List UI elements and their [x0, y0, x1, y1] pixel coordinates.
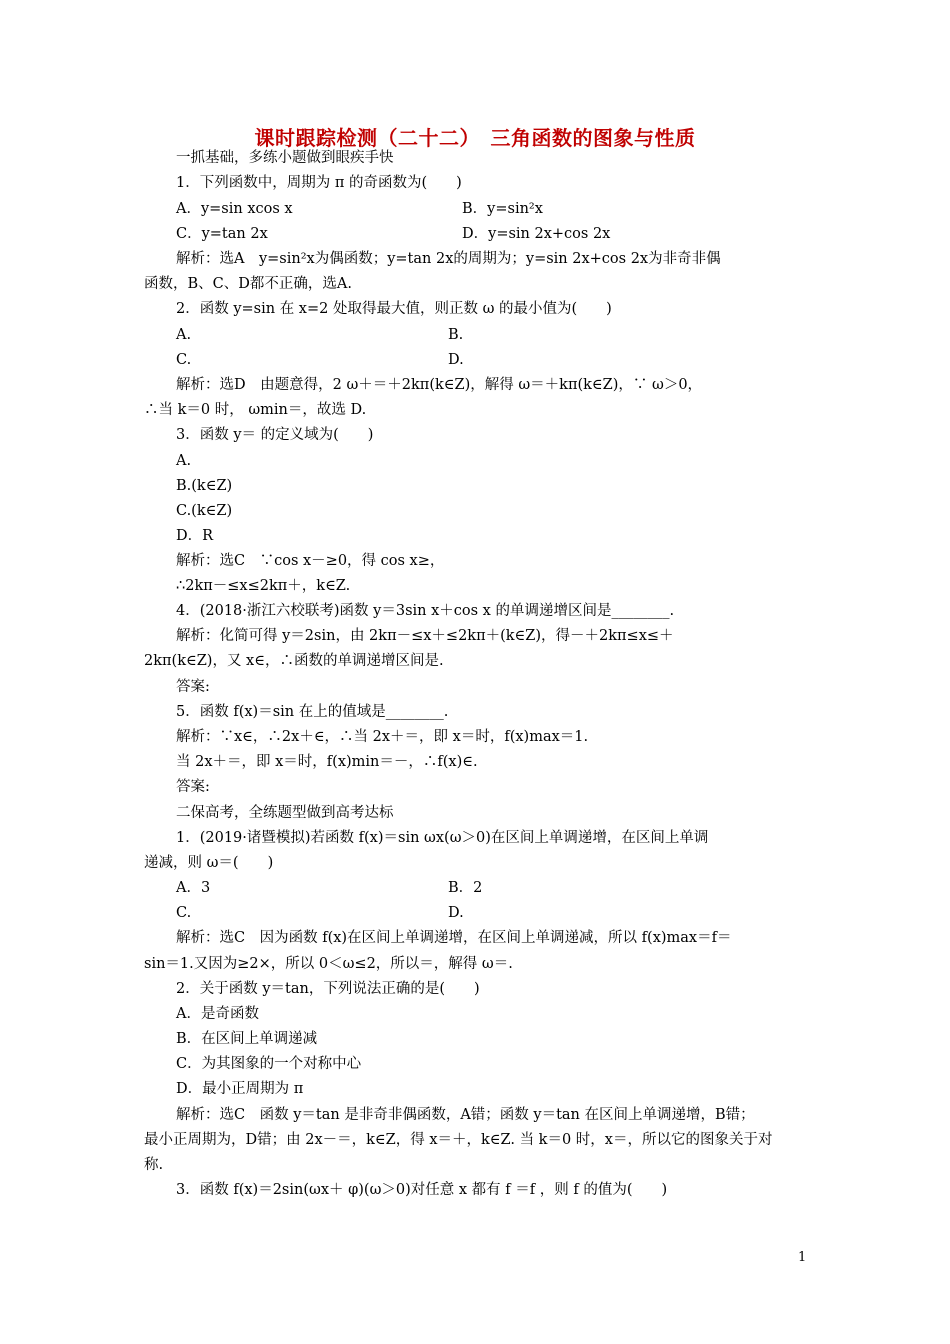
question-2-stem: 2．函数 y=sin 在 x=2 处取得最大值，则正数 ω 的最小值为( ): [176, 301, 612, 317]
option-b: B．2: [448, 880, 483, 896]
answer-label: 答案:: [176, 779, 210, 795]
option-a: A．是奇函数: [176, 1006, 259, 1022]
solution-line: ∴当 k＝0 时， ωmin＝，故选 D.: [144, 402, 367, 418]
option-a: A.: [176, 327, 192, 343]
option-c: C．为其图象的一个对称中心: [176, 1056, 362, 1072]
option-d: D.: [448, 905, 464, 921]
solution-line: 解析：选C ∵cos x－≥0，得 cos x≥，: [176, 553, 445, 569]
option-c: C.: [176, 905, 192, 921]
option-d: D．R: [176, 528, 214, 544]
solution-line: 解析：∵x∈，∴2x＋∈，∴当 2x＋＝，即 x＝时，f(x)max＝1.: [176, 729, 589, 745]
solution-line: 函数，B、C、D都不正确，选A.: [144, 276, 352, 292]
option-d: D.: [448, 352, 464, 368]
solution-line: 解析：选C 因为函数 f(x)在区间上单调递增，在区间上单调递减，所以 f(x)max＝f＝: [176, 930, 732, 946]
solution-line: 称.: [144, 1157, 164, 1173]
solution-line: 解析：选A y=sin²x为偶函数；y=tan 2x的周期为；y=sin 2x+cos 2x为非奇非偶: [176, 251, 721, 267]
option-a: A．y=sin xcos x: [176, 201, 293, 217]
option-b: B.: [448, 327, 464, 343]
question-3-stem: 3．函数 y＝ 的定义域为( ): [176, 427, 374, 443]
question-1-stem: 1．(2019·诸暨模拟)若函数 f(x)＝sin ωx(ω＞0)在区间上单调递增，在区间上单调: [176, 830, 709, 846]
option-c: C.: [176, 352, 192, 368]
question-3-stem: 3．函数 f(x)＝2sin(ωx＋ φ)(ω＞0)对任意 x 都有 f ＝f ，则 f 的值为( ): [176, 1182, 668, 1198]
solution-line: 解析：化简可得 y＝2sin，由 2kπ－≤x＋≤2kπ＋(k∈Z)，得－＋2kπ≤x≤＋: [176, 628, 674, 644]
question-5-stem: 5．函数 f(x)＝sin 在上的值域是________.: [176, 704, 449, 720]
option-c: C．y=tan 2x: [176, 226, 268, 242]
section-heading-1: 一抓基础，多练小题做到眼疾手快: [176, 150, 394, 166]
option-c: C.(k∈Z): [176, 503, 233, 519]
option-d: D．y=sin 2x+cos 2x: [462, 226, 611, 242]
question-1-stem-cont: 递减，则 ω＝( ): [144, 855, 274, 871]
solution-line: ∴2kπ－≤x≤2kπ＋，k∈Z.: [176, 578, 351, 594]
section-heading-2: 二保高考，全练题型做到高考达标: [176, 805, 394, 821]
option-d: D．最小正周期为 π: [176, 1081, 304, 1097]
question-1-stem: 1．下列函数中，周期为 π 的奇函数为( ): [176, 175, 462, 191]
solution-line: 解析：选D 由题意得，2 ω＋＝＋2kπ(k∈Z)，解得 ω＝＋kπ(k∈Z)，∵ ω＞0，: [176, 377, 703, 393]
solution-line: 最小正周期为，D错；由 2x－＝，k∈Z，得 x＝＋，k∈Z. 当 k＝0 时，x＝，所以它的图象关于对: [144, 1132, 773, 1148]
option-a: A．3: [176, 880, 211, 896]
option-b: B.(k∈Z): [176, 478, 233, 494]
solution-line: 解析：选C 函数 y＝tan 是非奇非偶函数，A错；函数 y＝tan 在区间上单调递增，B错；: [176, 1107, 755, 1123]
page-number: 1: [798, 1250, 807, 1265]
answer-label: 答案:: [176, 679, 210, 695]
option-b: B．y=sin²x: [462, 201, 543, 217]
solution-line: 2kπ(k∈Z)，又 x∈，∴函数的单调递增区间是.: [144, 653, 444, 669]
solution-line: 当 2x＋＝，即 x＝时，f(x)min＝－，∴f(x)∈.: [176, 754, 478, 770]
page-title: 课时跟踪检测（二十二） 三角函数的图象与性质: [254, 126, 696, 150]
question-2-stem: 2．关于函数 y＝tan，下列说法正确的是( ): [176, 981, 480, 997]
option-a: A.: [176, 453, 192, 469]
option-b: B．在区间上单调递减: [176, 1031, 318, 1047]
solution-line: sin＝1.又因为≥2×，所以 0＜ω≤2，所以＝，解得 ω＝.: [144, 956, 513, 972]
question-4-stem: 4．(2018·浙江六校联考)函数 y＝3sin x＋cos x 的单调递增区间是________.: [176, 603, 675, 619]
